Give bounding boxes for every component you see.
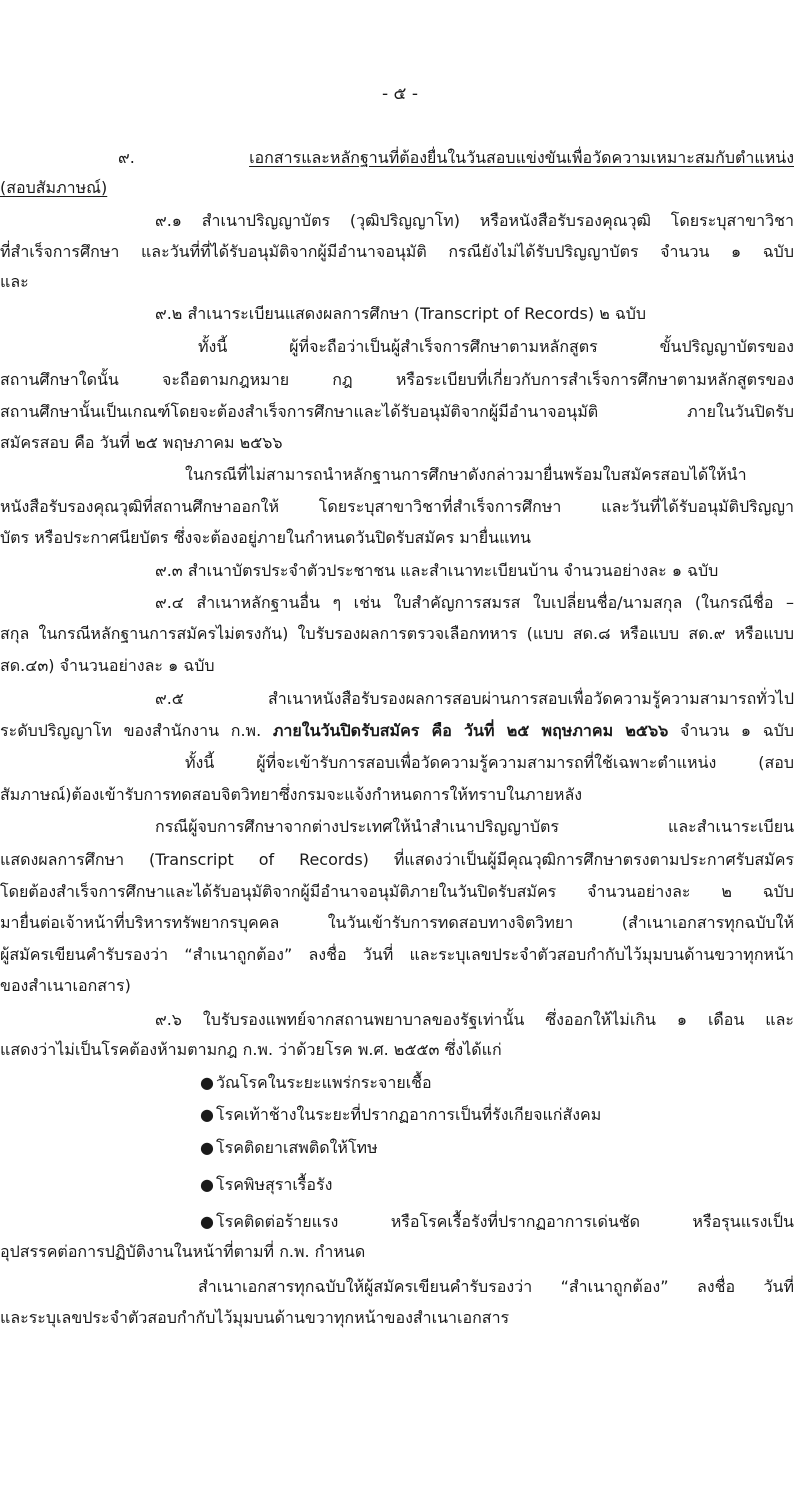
item-9-6-line1: ๙.๖ ใบรับรองแพทย์จากสถานพยาบาลของรัฐเท่านั้น ซึ่งออกให้ไม่เกิน ๑ เดือน และ bbox=[155, 1010, 794, 1029]
closing-line2: และระบุเลขประจำตัวสอบกำกับไว้มุมบนด้านขวาทุกหน้าของสำเนาเอกสาร bbox=[0, 1308, 510, 1327]
disease-text: โรคพิษสุราเรื้อรัง bbox=[216, 1175, 333, 1194]
bullet-icon: ● bbox=[200, 1105, 214, 1124]
item-9-1-line1: ๙.๑ สำเนาปริญญาบัตร (วุฒิปริญญาโท) หรือหนังสือรับรองคุณวุฒิ โดยระบุสาขาวิชา bbox=[155, 211, 794, 230]
section-heading-number: ๙. bbox=[118, 148, 135, 167]
disease-text: วัณโรคในระยะแพร่กระจายเชื้อ bbox=[216, 1073, 432, 1092]
item-9-5-line1: ๙.๕ สำเนาหนังสือรับรองผลการสอบผ่านการสอบเพื่อวัดความรู้ความสามารถทั่วไป bbox=[155, 689, 794, 708]
section-heading-text: เอกสารและหลักฐานที่ต้องยื่นในวันสอบแข่งขันเพื่อวัดความเหมาะสมกับตำแหน่ง bbox=[249, 148, 794, 167]
item-9-4-line3: สด.๔๓) จำนวนอย่างละ ๑ ฉบับ bbox=[0, 656, 215, 675]
note-9-5b-line1: กรณีผู้จบการศึกษาจากต่างประเทศให้นำสำเนาปริญญาบัตร และสำเนาระเบียน bbox=[155, 817, 794, 836]
note-9-2-line1: ทั้งนี้ ผู้ที่จะถือว่าเป็นผู้สำเร็จการศึกษาตามหลักสูตร ขั้นปริญญาบัตรของ bbox=[198, 337, 794, 356]
disease-list-item bbox=[200, 1133, 378, 1163]
disease-list-item bbox=[200, 1207, 794, 1237]
bullet-icon: ● bbox=[200, 1212, 214, 1231]
disease-text: โรคเท้าช้างในระยะที่ปรากฏอาการเป็นที่รังเกียจแก่สังคม bbox=[216, 1105, 602, 1124]
closing-line1: สำเนาเอกสารทุกฉบับให้ผู้สมัครเขียนคำรับรองว่า “สำเนาถูกต้อง” ลงชื่อ วันที่ bbox=[198, 1277, 794, 1296]
section-heading bbox=[118, 143, 794, 173]
note-9-2b-line3: บัตร หรือประกาศนียบัตร ซึ่งจะต้องอยู่ภายในกำหนดวันปิดรับสมัคร มายื่นแทน bbox=[0, 528, 531, 547]
disease-list-item bbox=[200, 1170, 332, 1200]
item-9-1-line3: และ bbox=[0, 272, 29, 291]
item-9-5-copies: จำนวน ๑ ฉบับ bbox=[668, 721, 795, 740]
note-9-5b-line6: ของสำเนาเอกสาร) bbox=[0, 976, 131, 995]
disease-list-item bbox=[200, 1068, 432, 1098]
note-9-5-line2: สัมภาษณ์)ต้องเข้ารับการทดสอบจิตวิทยาซึ่งกรมจะแจ้งกำหนดการให้ทราบในภายหลัง bbox=[0, 785, 583, 804]
disease-5-continuation: อุปสรรคต่อการปฏิบัติงานในหน้าที่ตามที่ ก.พ. กำหนด bbox=[0, 1242, 366, 1261]
disease-list-item bbox=[200, 1100, 601, 1130]
item-9-4-line2: สกุล ในกรณีหลักฐานการสมัครไม่ตรงกัน) ใบรับรองผลการตรวจเลือกทหาร (แบบ สด.๘ หรือแบบ สด.๙ หรือแบบ bbox=[0, 624, 794, 643]
note-9-2b-line1: ในกรณีที่ไม่สามารถนำหลักฐานการศึกษาดังกล่าวมายื่นพร้อมใบสมัครสอบได้ให้นำ bbox=[185, 465, 747, 484]
note-9-2-line3: สถานศึกษานั้นเป็นเกณฑ์โดยจะต้องสำเร็จการศึกษาและได้รับอนุมัติจากผู้มีอำนาจอนุมัติ ภายในวันปิดรับ bbox=[0, 402, 794, 421]
section-heading-line2: (สอบสัมภาษณ์) bbox=[0, 178, 108, 197]
item-9-4-line1: ๙.๔ สำเนาหลักฐานอื่น ๆ เช่น ใบสำคัญการสมรส ใบเปลี่ยนชื่อ/นามสกุล (ในกรณีชื่อ – bbox=[155, 593, 794, 612]
note-9-5b-line3: โดยต้องสำเร็จการศึกษาและได้รับอนุมัติจากผู้มีอำนาจอนุมัติภายในวันปิดรับสมัคร จำนวนอย่างละ ๒ ฉบับ bbox=[0, 882, 794, 901]
item-9-5-deadline: ภายในวันปิดรับสมัคร คือ วันที่ ๒๕ พฤษภาคม ๒๕๖๖ bbox=[272, 721, 669, 740]
note-9-5b-line2: แสดงผลการศึกษา (Transcript of Records) ที่แสดงว่าเป็นผู้มีคุณวุฒิการศึกษาตรงตามประกาศรับสมัคร bbox=[0, 850, 794, 869]
note-9-5b-line5: ผู้สมัครเขียนคำรับรองว่า “สำเนาถูกต้อง” ลงชื่อ วันที่ และระบุเลขประจำตัวสอบกำกับไว้มุมบนด้านขวาทุกหน้า bbox=[0, 945, 794, 964]
note-9-5b-line4: มายื่นต่อเจ้าหน้าที่บริหารทรัพยากรบุคคล ในวันเข้ารับการทดสอบทางจิตวิทยา (สำเนาเอกสารทุกฉบับให้ bbox=[0, 913, 794, 932]
page-number: - ๕ - bbox=[382, 84, 418, 104]
bullet-icon: ● bbox=[200, 1073, 214, 1092]
item-9-5-line2-text: ระดับปริญญาโท ของสำนักงาน ก.พ. bbox=[0, 721, 273, 740]
note-9-5-line1: ทั้งนี้ ผู้ที่จะเข้ารับการสอบเพื่อวัดความรู้ความสามารถที่ใช้เฉพาะตำแหน่ง (สอบ bbox=[185, 753, 794, 772]
bullet-icon: ● bbox=[200, 1175, 214, 1194]
note-9-2-line4: สมัครสอบ คือ วันที่ ๒๕ พฤษภาคม ๒๕๖๖ bbox=[0, 433, 283, 452]
item-9-3: ๙.๓ สำเนาบัตรประจำตัวประชาชน และสำเนาทะเบียนบ้าน จำนวนอย่างละ ๑ ฉบับ bbox=[155, 561, 719, 580]
note-9-2-line2: สถานศึกษาใดนั้น จะถือตามกฎหมาย กฎ หรือระเบียบที่เกี่ยวกับการสำเร็จการศึกษาตามหลักสูตรของ bbox=[0, 370, 794, 389]
bullet-icon: ● bbox=[200, 1138, 214, 1157]
disease-text: โรคติดยาเสพติดให้โทษ bbox=[216, 1138, 378, 1157]
item-9-1-line2: ที่สำเร็จการศึกษา และวันที่ที่ได้รับอนุมัติจากผู้มีอำนาจอนุมัติ กรณียังไม่ได้รับปริญญาบัตร จำนวน ๑ ฉบับ bbox=[0, 242, 794, 261]
disease-text: โรคติดต่อร้ายแรง หรือโรคเรื้อรังที่ปรากฏอาการเด่นชัด หรือรุนแรงเป็น bbox=[216, 1212, 794, 1231]
item-9-5-line2 bbox=[0, 716, 794, 746]
note-9-2b-line2: หนังสือรับรองคุณวุฒิที่สถานศึกษาออกให้ โดยระบุสาขาวิชาที่สำเร็จการศึกษา และวันที่ได้รับอนุมัติปริญญา bbox=[0, 497, 794, 516]
item-9-2: ๙.๒ สำเนาระเบียนแสดงผลการศึกษา (Transcript of Records) ๒ ฉบับ bbox=[155, 304, 647, 323]
item-9-6-line2: แสดงว่าไม่เป็นโรคต้องห้ามตามกฎ ก.พ. ว่าด้วยโรค พ.ศ. ๒๕๕๓ ซึ่งได้แก่ bbox=[0, 1040, 502, 1059]
